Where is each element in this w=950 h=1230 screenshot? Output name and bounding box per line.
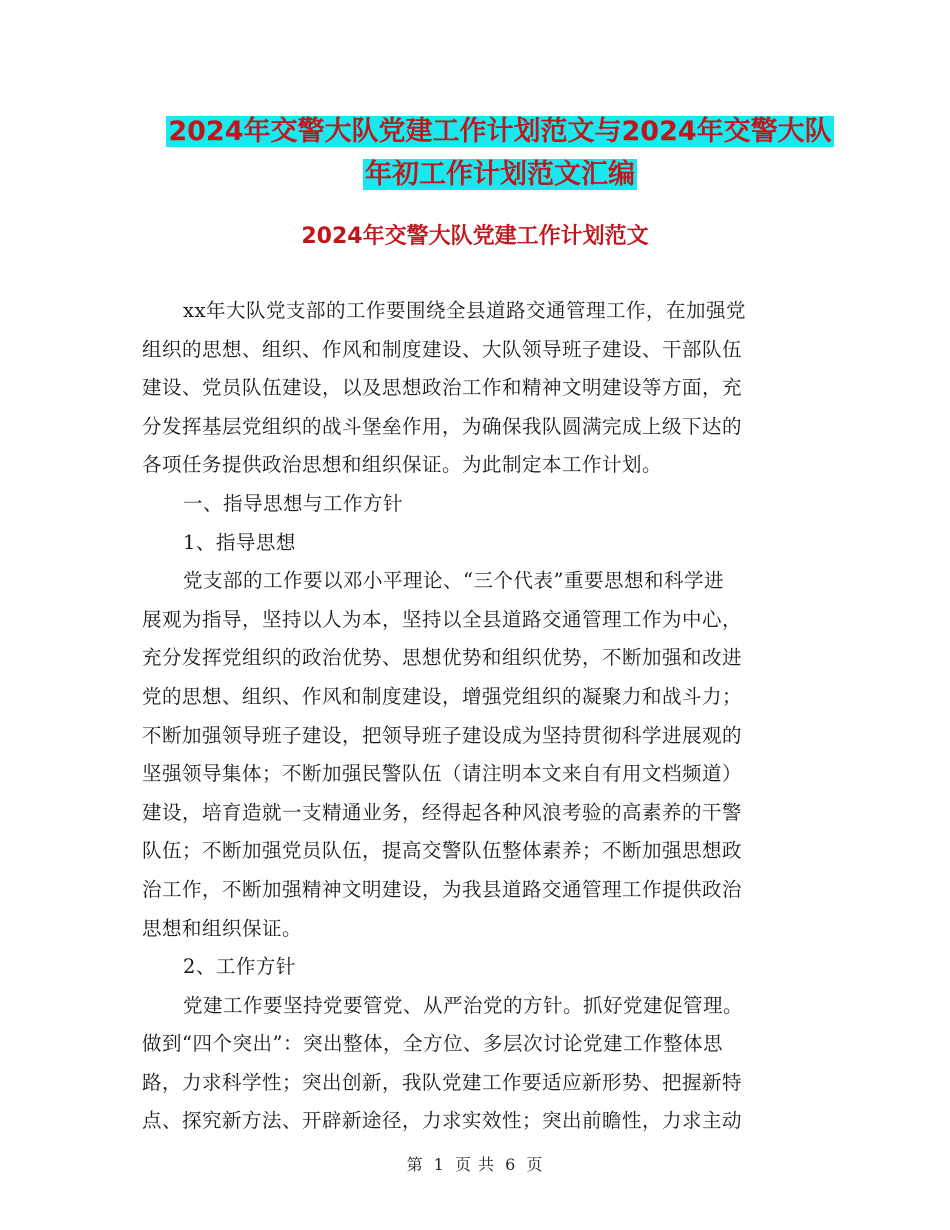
text-line: 建设、党员队伍建设，以及思想政治工作和精神文明建设等方面，充: [142, 376, 743, 400]
text-line: 党支部的工作要以邓小平理论、“三个代表”重要思想和科学进: [183, 569, 724, 593]
text-line: 路，力求科学性；突出创新，我队党建工作要适应新形势、把握新特: [142, 1070, 743, 1094]
text-line: 思想和组织保证。: [142, 916, 303, 940]
body-text: [142, 292, 810, 1141]
text-line: 建设，培育造就一支精通业务，经得起各种风浪考验的高素养的干警: [142, 800, 743, 824]
text-line: 点、探究新方法、开辟新途径，力求实效性；突出前瞻性，力求主动: [142, 1109, 743, 1133]
footer-middle: 页 共: [454, 1155, 496, 1174]
text-line: 治工作，不断加强精神文明建设，为我县道路交通管理工作提供政治: [142, 877, 743, 901]
footer-prefix: 第: [406, 1155, 424, 1174]
text-line: xx年大队党支部的工作要围绕全县道路交通管理工作，在加强党: [183, 299, 746, 322]
text-line: 展观为指导，坚持以人为本，坚持以全县道路交通管理工作为中心，: [142, 607, 743, 631]
document-title-line-1: [140, 112, 860, 152]
text-line: 党建工作要坚持党要管党、从严治党的方针。抓好党建促管理。: [183, 993, 744, 1017]
footer-total-pages: 6: [505, 1155, 517, 1174]
text-line: 1、指导思想: [183, 530, 296, 554]
footer-suffix: 页: [526, 1155, 544, 1174]
text-line: 党的思想、组织、作风和制度建设，增强党组织的凝聚力和战斗力；: [142, 684, 743, 708]
text-line: 做到“四个突出”：突出整体，全方位、多层次讨论党建工作整体思: [142, 1032, 723, 1056]
text-line: 各项任务提供政治思想和组织保证。为此制定本工作计划。: [142, 453, 663, 477]
title-highlight-2: 年初工作计划范文汇编: [365, 159, 635, 190]
document-title-line-2: [140, 155, 860, 195]
text-line: 组织的思想、组织、作风和制度建设、大队领导班子建设、干部队伍: [142, 337, 743, 361]
text-line: 队伍；不断加强党员队伍，提高交警队伍整体素养；不断加强思想政: [142, 839, 743, 863]
text-line: 不断加强领导班子建设，把领导班子建设成为坚持贯彻科学进展观的: [142, 723, 743, 747]
page-footer: [0, 1152, 950, 1175]
text-line: 一、指导思想与工作方针: [183, 491, 404, 515]
text-line: 分发挥基层党组织的战斗堡垒作用，为确保我队圆满完成上级下达的: [142, 414, 743, 438]
footer-page-number: 1: [433, 1155, 445, 1174]
title-highlight-1: 2024年交警大队党建工作计划范文与2024年交警大队: [168, 116, 832, 147]
text-line: 充分发挥党组织的政治优势、思想优势和组织优势，不断加强和改进: [142, 646, 743, 670]
text-line: 2、工作方针: [183, 955, 296, 979]
section-title: 2024年交警大队党建工作计划范文: [301, 224, 649, 249]
text-line: 坚强领导集体；不断加强民警队伍（请注明本文来自有用文档频道）: [142, 762, 743, 786]
